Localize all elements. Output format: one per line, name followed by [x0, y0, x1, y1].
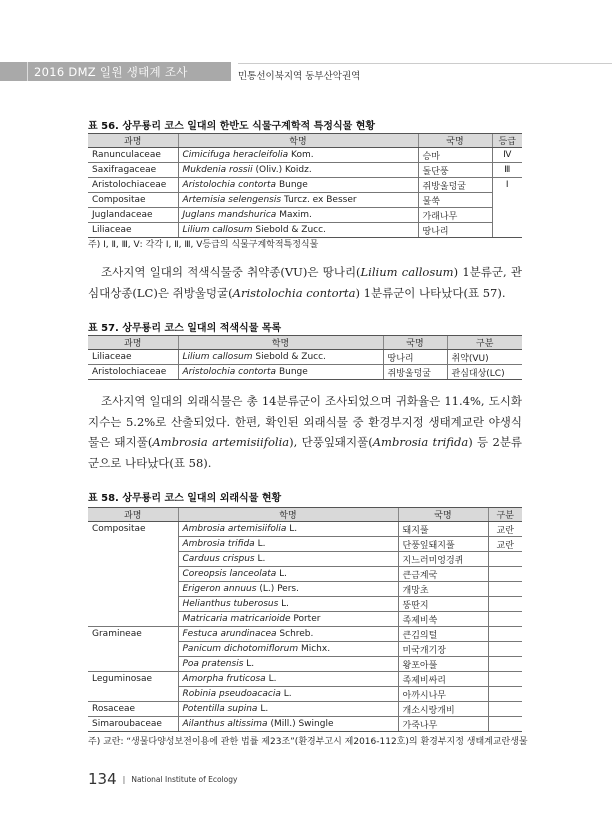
category-cell	[488, 567, 522, 582]
category-cell: 관심대상(LC)	[447, 365, 522, 380]
table-row	[88, 148, 522, 163]
author-name: L.	[268, 674, 277, 684]
table-row	[88, 365, 522, 380]
table-row	[88, 567, 522, 582]
scientific-name: Ailanthus altissima	[182, 719, 268, 729]
scientific-name: Ambrosia artemisiifolia	[182, 524, 287, 534]
korean-name-cell: 아까시나무	[398, 687, 488, 702]
table-row	[88, 627, 522, 642]
table-row	[88, 193, 522, 208]
scientific-name: Potentilla supina	[182, 704, 258, 714]
table-row	[88, 552, 522, 567]
scientific-name: Lilium callosum	[360, 265, 454, 279]
scientific-name: Ambrosia trifida	[372, 435, 469, 449]
author-name: Michx.	[300, 644, 331, 654]
table-56-note: 주) Ⅰ, Ⅱ, Ⅲ, Ⅴ: 각각 Ⅰ, Ⅱ, Ⅲ, Ⅴ등급의 식물구계학적특정식물	[88, 240, 319, 250]
family-cell: Gramineae	[88, 627, 178, 642]
column-header: 구분	[447, 336, 522, 350]
table-header-row	[88, 134, 522, 148]
family-cell: Rosaceae	[88, 702, 178, 717]
author-name: L.	[283, 689, 292, 699]
category-cell	[492, 223, 522, 238]
scientific-name-cell	[178, 148, 418, 163]
korean-name-cell: 족제비싸리	[398, 672, 488, 687]
report-title: 2016 DMZ 일원 생태계 조사	[34, 65, 188, 79]
family-cell: Ranunculaceae	[88, 148, 178, 163]
scientific-name: Coreopsis lanceolata	[182, 569, 277, 579]
table-header-row	[88, 336, 522, 350]
family-cell: Compositae	[88, 522, 178, 537]
author-name: (L.) Pers.	[259, 584, 299, 594]
category-cell	[492, 193, 522, 208]
author-name: Turcz. ex Besser	[283, 195, 357, 205]
scientific-name-cell	[178, 365, 383, 380]
korean-name-cell: 족제비쑥	[398, 612, 488, 627]
table-row	[88, 350, 522, 365]
paragraph-text: 조사지역 일대의 외래식물은 총 14분류군이 조사되었으며 귀화율은 11.4%, 도시화지수는 5.2%로 산출되었다. 한편, 확인된 외래식물 중 환경부지정 생태계교란 야생식물은 돼지풀(	[88, 394, 522, 449]
table-row	[88, 687, 522, 702]
scientific-name: Ambrosia artemisiifolia	[152, 435, 290, 449]
scientific-name-cell	[178, 672, 398, 687]
korean-name-cell: 개망초	[398, 582, 488, 597]
family-cell: Simaroubaceae	[88, 717, 178, 732]
author-name: Porter	[293, 614, 321, 624]
scientific-name-cell	[178, 350, 383, 365]
table-57	[88, 335, 522, 380]
family-cell	[88, 567, 178, 582]
page-footer	[88, 770, 237, 788]
column-header: 과명	[88, 134, 178, 148]
family-cell: Saxifragaceae	[88, 163, 178, 178]
scientific-name-cell	[178, 687, 398, 702]
category-cell	[488, 702, 522, 717]
family-cell: Aristolochiaceae	[88, 178, 178, 193]
author-name: L.	[260, 704, 269, 714]
table-row	[88, 642, 522, 657]
table-row	[88, 223, 522, 238]
author-name: L.	[257, 539, 266, 549]
korean-name-cell: 뚱딴지	[398, 597, 488, 612]
column-header: 학명	[178, 336, 383, 350]
family-cell	[88, 582, 178, 597]
scientific-name-cell	[178, 552, 398, 567]
scientific-name: Poa pratensis	[182, 659, 244, 669]
scientific-name-cell	[178, 567, 398, 582]
table-56-caption: 표 56. 상무룡리 코스 일대의 한반도 식물구계학적 특정식물 현황	[88, 121, 376, 132]
scientific-name: Panicum dichotomiflorum	[182, 644, 299, 654]
family-cell: Liliaceae	[88, 350, 178, 365]
korean-name-cell: 큰김의털	[398, 627, 488, 642]
table-row	[88, 657, 522, 672]
category-cell	[488, 687, 522, 702]
scientific-name-cell	[178, 717, 398, 732]
author-name: L.	[281, 599, 290, 609]
korean-name-cell: 지느러미엉겅퀴	[398, 552, 488, 567]
table-row	[88, 597, 522, 612]
family-cell	[88, 687, 178, 702]
korean-name-cell: 돼지풀	[398, 522, 488, 537]
scientific-name: Robinia pseudoacacia	[182, 689, 281, 699]
category-cell: Ⅰ	[492, 178, 522, 193]
scientific-name: Lilium callosum	[182, 225, 253, 235]
column-header: 등급	[492, 134, 522, 148]
category-cell	[488, 642, 522, 657]
scientific-name: Aristolochia contorta	[232, 285, 356, 300]
table-row	[88, 582, 522, 597]
scientific-name: Matricaria matricarioide	[182, 614, 291, 624]
paragraph-text: ), 단풍잎돼지풀(	[289, 435, 373, 449]
scientific-name: Artemisia selengensis	[182, 195, 282, 205]
paragraph-text: ) 1분류군, 관심대상종(LC)은 쥐방울덩굴(	[88, 265, 522, 300]
family-cell: Juglandaceae	[88, 208, 178, 223]
author-name: Schreb.	[279, 629, 314, 639]
institute-name: National Institute of Ecology	[131, 775, 238, 784]
scientific-name-cell	[178, 522, 398, 537]
category-cell	[488, 627, 522, 642]
table-58-note: 주) 교란: “생물다양성보전이용에 관한 법률 제23조”(환경부고시 제2016-112호)의 환경부지정 생태계교란생물	[88, 737, 528, 747]
table-row	[88, 702, 522, 717]
family-cell	[88, 597, 178, 612]
category-cell: Ⅳ	[492, 148, 522, 163]
korean-name-cell: 돌단풍	[418, 163, 492, 178]
scientific-name-cell	[178, 642, 398, 657]
table-row	[88, 717, 522, 732]
family-cell: Compositae	[88, 193, 178, 208]
category-cell	[488, 672, 522, 687]
column-header: 학명	[178, 134, 418, 148]
family-cell: Liliaceae	[88, 223, 178, 238]
category-cell	[488, 552, 522, 567]
korean-name-cell: 개소시랑개비	[398, 702, 488, 717]
scientific-name-cell	[178, 582, 398, 597]
scientific-name-cell	[178, 657, 398, 672]
paragraph-text: ) 1분류군이 나타났다(표 57).	[355, 285, 506, 300]
table-row	[88, 612, 522, 627]
paragraph-red-list	[88, 262, 522, 303]
author-name: L.	[279, 569, 288, 579]
scientific-name: Aristolochia contorta	[182, 180, 277, 190]
korean-name-cell: 왕포아풀	[398, 657, 488, 672]
korean-name-cell: 쥐방울덩굴	[418, 178, 492, 193]
column-header: 학명	[178, 508, 398, 522]
table-58	[88, 507, 522, 732]
table-row	[88, 522, 522, 537]
scientific-name-cell	[178, 223, 418, 238]
table-56	[88, 133, 522, 238]
scientific-name: Mukdenia rossii	[182, 165, 253, 175]
family-cell	[88, 537, 178, 552]
family-cell: Leguminosae	[88, 672, 178, 687]
category-cell	[488, 657, 522, 672]
table-row	[88, 163, 522, 178]
category-cell	[488, 612, 522, 627]
category-cell	[488, 582, 522, 597]
scientific-name: Cimicifuga heracleifolia	[182, 150, 289, 160]
korean-name-cell: 물쑥	[418, 193, 492, 208]
column-header: 구분	[488, 508, 522, 522]
category-cell	[488, 597, 522, 612]
header-rule	[238, 63, 612, 64]
table-row	[88, 672, 522, 687]
korean-name-cell: 단풍잎돼지풀	[398, 537, 488, 552]
author-name: (Mill.) Swingle	[270, 719, 334, 729]
family-cell: Aristolochiaceae	[88, 365, 178, 380]
family-cell	[88, 642, 178, 657]
korean-name-cell: 땅나리	[383, 350, 447, 365]
scientific-name: Ambrosia trifida	[182, 539, 255, 549]
scientific-name: Juglans mandshurica	[182, 210, 277, 220]
author-name: (Oliv.) Koidz.	[255, 165, 312, 175]
korean-name-cell: 쥐방울덩굴	[383, 365, 447, 380]
family-cell	[88, 552, 178, 567]
scientific-name: Festuca arundinacea	[182, 629, 277, 639]
author-name: L.	[289, 524, 298, 534]
column-header: 국명	[418, 134, 492, 148]
scientific-name-cell	[178, 627, 398, 642]
author-name: Bunge	[278, 367, 308, 377]
paragraph-alien-plants	[88, 391, 522, 473]
paragraph-text: ) 등 2분류군으로 나타났다(표 58).	[88, 435, 522, 470]
scientific-name: Erigeron annuus	[182, 584, 257, 594]
scientific-name: Lilium callosum	[182, 352, 253, 362]
paragraph-text: 조사지역 일대의 적색식물중 취약종(VU)은 땅나리(	[101, 265, 361, 279]
category-cell: 교란	[488, 522, 522, 537]
scientific-name-cell	[178, 702, 398, 717]
category-cell	[492, 208, 522, 223]
table-58-caption: 표 58. 상무룡리 코스 일대의 외래식물 현황	[88, 493, 282, 504]
korean-name-cell: 큰금계국	[398, 567, 488, 582]
scientific-name-cell	[178, 208, 418, 223]
category-cell: Ⅲ	[492, 163, 522, 178]
family-cell	[88, 612, 178, 627]
table-row	[88, 178, 522, 193]
korean-name-cell: 가래나무	[418, 208, 492, 223]
category-cell	[488, 717, 522, 732]
table-row	[88, 208, 522, 223]
family-cell	[88, 657, 178, 672]
scientific-name-cell	[178, 537, 398, 552]
author-name: Siebold & Zucc.	[255, 352, 326, 362]
scientific-name: Helianthus tuberosus	[182, 599, 279, 609]
scientific-name-cell	[178, 163, 418, 178]
column-header: 과명	[88, 508, 178, 522]
author-name: L.	[257, 554, 266, 564]
scientific-name-cell	[178, 597, 398, 612]
author-name: L.	[246, 659, 255, 669]
section-title: 민통선이북지역 동부산악권역	[238, 71, 361, 82]
author-name: Bunge	[278, 180, 308, 190]
table-57-caption: 표 57. 상무룡리 코스 일대의 적색식물 목록	[88, 323, 282, 334]
author-name: Siebold & Zucc.	[255, 225, 326, 235]
author-name: Maxim.	[279, 210, 312, 220]
category-cell: 교란	[488, 537, 522, 552]
scientific-name: Amorpha fruticosa	[182, 674, 266, 684]
author-name: Kom.	[290, 150, 314, 160]
korean-name-cell: 가죽나무	[398, 717, 488, 732]
column-header: 국명	[383, 336, 447, 350]
scientific-name: Aristolochia contorta	[182, 367, 277, 377]
scientific-name-cell	[178, 193, 418, 208]
footer-separator: |	[122, 775, 126, 784]
korean-name-cell: 땅나리	[418, 223, 492, 238]
table-row	[88, 537, 522, 552]
page-number: 134	[88, 770, 117, 788]
scientific-name-cell	[178, 178, 418, 193]
table-header-row	[88, 508, 522, 522]
category-cell: 취약(VU)	[447, 350, 522, 365]
scientific-name-cell	[178, 612, 398, 627]
korean-name-cell: 승마	[418, 148, 492, 163]
column-header: 국명	[398, 508, 488, 522]
scientific-name: Carduus crispus	[182, 554, 255, 564]
column-header: 과명	[88, 336, 178, 350]
korean-name-cell: 미국개기장	[398, 642, 488, 657]
